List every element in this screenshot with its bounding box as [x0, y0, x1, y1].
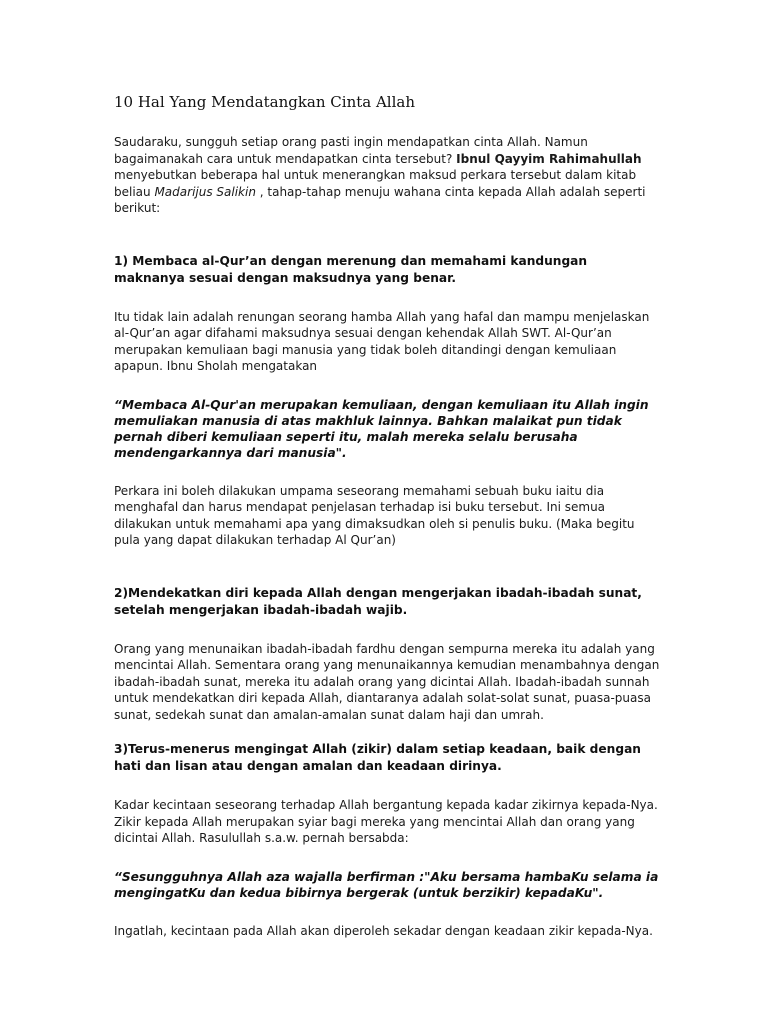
- intro-author: Ibnul Qayyim Rahimahullah: [456, 151, 642, 166]
- section-2-paragraph-1: Orang yang menunaikan ibadah-ibadah fardhu dengan sempurna mereka itu adalah yang mencintai Allah. Sementara orang yang menunaikannya kemudian menambahnya dengan ibadah-ibadah sunat, mereka itu adalah orang yang dicintai Allah. Ibadah-ibadah sunnah untuk mendekatkan diri kepada Allah, diantaranya adalah solat-solat sunat, puasa-puasa sunat, sedekah sunat dan amalan-amalan sunat dalam haji dan umrah.: [114, 641, 660, 722]
- document-page: [114, 92, 662, 939]
- section-3-heading: 3)Terus-menerus mengingat Allah (zikir) dalam setiap keadaan, baik dengan hati dan lisan atau dengan amalan dan keadaan dirinya.: [114, 742, 641, 773]
- section-3-paragraph-1: Kadar kecintaan seseorang terhadap Allah bergantung kepada kadar zikirnya kepada-Nya. Zikir kepada Allah merupakan syiar bagi mereka yang mencintai Allah dan orang yang dicintai Allah. Rasulullah s.a.w. pernah bersabda:: [114, 798, 658, 845]
- intro-text-3: , tahap-tahap menuju wahana cinta kepada Allah adalah seperti berikut:: [114, 184, 646, 215]
- section-3-quote: “Sesungguhnya Allah aza wajalla berfirman :"Aku bersama hambaKu selama ia mengingatKu dan kedua bibirnya bergerak (untuk berzikir) kepadaKu".: [114, 869, 659, 900]
- section-2-heading: 2)Mendekatkan diri kepada Allah dengan mengerjakan ibadah-ibadah sunat, setelah mengerjakan ibadah-ibadah wajib.: [114, 585, 642, 617]
- section-1-paragraph-1: Itu tidak lain adalah renungan seorang hamba Allah yang hafal dan mampu menjelaskan al-Qur’an agar difahami maksudnya sesuai dengan kehendak Allah SWT. Al-Qur’an merupakan kemuliaan bagi manusia yang tidak boleh ditandingi dengan kemuliaan apapun. Ibnu Sholah mengatakan: [114, 309, 650, 373]
- intro-text-1: Saudaraku, sungguh setiap orang pasti ingin mendapatkan cinta Allah. Namun bagaimanakah cara untuk mendapatkan cinta tersebut?: [114, 135, 588, 166]
- section-1-paragraph-2: Perkara ini boleh dilakukan umpama seseorang memahami sebuah buku iaitu dia menghafal dan harus mendapat penjelasan terhadap isi buku tersebut. Ini semua dilakukan untuk memahami apa yang dimaksudkan oleh si penulis buku. (Maka begitu pula yang dapat dilakukan terhadap Al Qur’an): [114, 483, 635, 547]
- intro-book-title: Madarijus Salikin: [154, 184, 256, 199]
- section-1-heading: 1) Membaca al-Qur’an dengan merenung dan memahami kandungan maknanya sesuai dengan maksudnya yang benar.: [114, 253, 588, 285]
- section-3-paragraph-2: Ingatlah, kecintaan pada Allah akan diperoleh sekadar dengan keadaan zikir kepada-Nya.: [114, 923, 653, 938]
- document-title: 10 Hal Yang Mendatangkan Cinta Allah: [114, 93, 415, 111]
- intro-paragraph: [114, 134, 662, 217]
- section-1-quote: “Membaca Al-Qur'an merupakan kemuliaan, dengan kemuliaan itu Allah ingin memuliakan manusia di atas makhluk lainnya. Bahkan malaikat pun tidak pernah diberi kemuliaan seperti itu, malah mereka selalu berusaha mendengarkannya dari manusia".: [114, 397, 649, 460]
- intro-text-2: menyebutkan beberapa hal untuk menerangkan maksud perkara tersebut dalam kitab beliau: [114, 168, 637, 199]
